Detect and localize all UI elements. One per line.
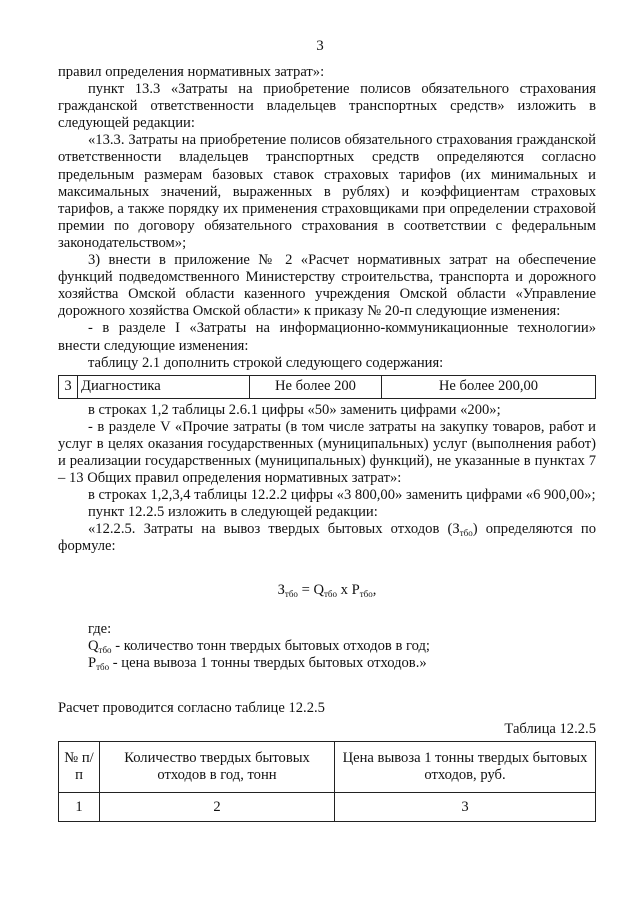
table-header-row: [59, 742, 596, 793]
table-header-cell: Количество твердых бытовых отходов в год, тонн: [100, 742, 335, 793]
table-cell: Диагностика: [78, 375, 250, 398]
table-header-cell: Цена вывоза 1 тонны твердых бытовых отходов, руб.: [335, 742, 596, 793]
table-cell: Не более 200,00: [382, 375, 596, 398]
page-number: 3: [316, 38, 324, 54]
table-cell: Не более 200: [250, 375, 382, 398]
paragraph: в строках 1,2,3,4 таблицы 12.2.2 цифры «3 800,00» заменить цифрами «6 900,00»;: [88, 487, 596, 504]
paragraph: пункт 13.3 «Затраты на приобретение полисов обязательного страхования гражданской ответственности владельцев транспортных средств» изложить в следующей редакции:: [58, 81, 596, 132]
paragraph: таблицу 2.1 дополнить строкой следующего содержания:: [88, 354, 444, 371]
table-row: [59, 793, 596, 822]
table-header-cell: № п/п: [59, 742, 100, 793]
table-row: [59, 375, 596, 398]
paragraph: в строках 1,2 таблицы 2.6.1 цифры «50» заменить цифрами «200»;: [88, 401, 501, 418]
document-body: [58, 64, 596, 822]
formula: $З_{тбо} = Q_{тбо}$ x $P_{тбо}$,: [277, 581, 377, 599]
paragraph: «13.3. Затраты на приобретение полисов обязательного страхования гражданской ответственности владельцев транспортных средств определяются согласно предельным размерам базовых ставок страховых тарифов (их минимальных и максимальных значений, выраженных в рублях) и коэффициентам страховых тарифов, а также порядку их применения страховщиками при определении страховой премии по договору обязательного страхования в соответствии с федеральным законодательством»;: [58, 132, 596, 251]
paragraph: 3) внести в приложение № 2 «Расчет нормативных затрат на обеспечение функций подведомственного Министерству строительства, транспорта и дорожного хозяйства Омской области казенного учреждения Омской области «Управление дорожного хозяйства Омской области» к приказу № 20-п следующие изменения:: [58, 252, 596, 320]
where-item: $Q_{тбо}$ - количество тонн твердых бытовых отходов в год;: [88, 637, 430, 655]
calc-note: Расчет проводится согласно таблице 12.2.5: [58, 699, 325, 716]
formula-intro: «12.2.5. Затраты на вывоз твердых бытовых отходов $(З_{тбо})$ определяются по формуле:: [58, 521, 596, 555]
paragraph: - в разделе I «Затраты на информационно-коммуникационные технологии» внести следующие изменения:: [58, 320, 596, 354]
paragraph: - в разделе V «Прочие затраты (в том числе затраты на закупку товаров, работ и услуг в целях оказания государственных (муниципальных) услуг (выполнения работ) и реализации государственных (муниципальных) функций), не указанные в пунктах 7 – 13 Общих правил определения нормативных затрат»:: [58, 418, 596, 487]
table-12-2-5: [58, 741, 596, 822]
table-caption: Таблица 12.2.5: [504, 721, 596, 737]
where-label: где:: [88, 620, 112, 637]
table-cell: 3: [59, 375, 78, 398]
table-2-1-row: [58, 375, 596, 399]
where-item: $P_{тбо}$ - цена вывоза 1 тонны твердых бытовых отходов.»: [88, 654, 427, 672]
paragraph: правил определения нормативных затрат»:: [58, 64, 325, 80]
table-cell: 3: [335, 793, 596, 822]
table-cell: 2: [100, 793, 335, 822]
table-cell: 1: [59, 793, 100, 822]
paragraph: пункт 12.2.5 изложить в следующей редакции:: [88, 504, 378, 521]
